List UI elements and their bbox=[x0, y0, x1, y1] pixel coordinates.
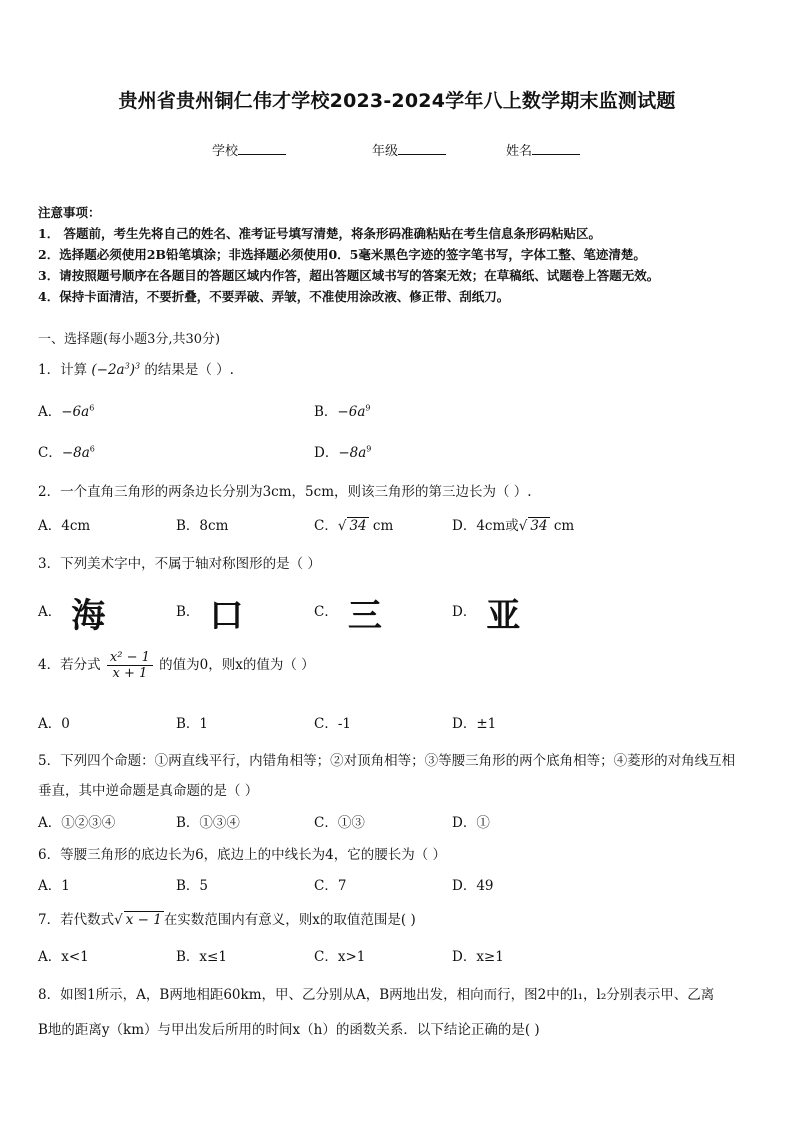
exam-title: 贵州省贵州铜仁伟才学校2023-2024学年八上数学期末监测试题 bbox=[118, 90, 676, 112]
grade-field bbox=[372, 140, 446, 159]
question-1 bbox=[38, 358, 234, 378]
question-6: 6．等腰三角形的底边长为6，底边上的中线长为4，它的腰长为（ ） bbox=[38, 847, 447, 863]
q3-option-c: C． 三 bbox=[314, 596, 382, 636]
grade-label: 年级 bbox=[372, 144, 399, 159]
q7-suffix: 在实数范围内有意义，则x的取值范围是( ) bbox=[163, 912, 416, 928]
q2-option-b: B．8cm bbox=[176, 518, 229, 534]
question-5-line2: 垂直，其中逆命题是真命题的是（ ） bbox=[38, 783, 259, 799]
q1-option-c: C．$-8a^6$ bbox=[38, 444, 95, 461]
q2-option-d: D．4cm或√ 34 cm bbox=[452, 518, 575, 534]
note-item: 3．请按照题号顺序在各题目的答题区域内作答，超出答题区域书写的答案无效；在草稿纸、试题卷上答题无效。 bbox=[38, 268, 660, 283]
school-blank bbox=[238, 142, 286, 155]
art-char-hai: 海 bbox=[71, 596, 106, 636]
q7-radicand: x − 1 bbox=[125, 912, 162, 928]
art-char-kou: 口 bbox=[209, 596, 244, 636]
note-item: 2．选择题必须使用2B铅笔填涂；非选择题必须使用0．5毫米黑色字迹的签字笔书写，字体工整、笔迹清楚。 bbox=[38, 247, 646, 262]
q1-option-d: D．$-8a^9$ bbox=[314, 444, 372, 461]
q1-option-a: A．$-6a^6$ bbox=[38, 403, 95, 420]
q6-option-c: C．7 bbox=[314, 878, 347, 894]
q4-numerator: x² − 1 bbox=[107, 650, 153, 666]
note-item: 1． 答题前，考生先将自己的姓名、准考证号填写清楚，将条形码准确粘贴在考生信息条形码粘贴区。 bbox=[38, 226, 602, 241]
q4-option-c: C．-1 bbox=[314, 716, 351, 732]
q3-option-b: B． 口 bbox=[176, 596, 244, 636]
notes-heading: 注意事项： bbox=[38, 205, 101, 220]
art-char-ya: 亚 bbox=[486, 596, 521, 636]
school-label: 学校 bbox=[212, 144, 239, 159]
q1-option-b: B．$-6a^9$ bbox=[314, 403, 371, 420]
q3-option-a: A． 海 bbox=[38, 596, 106, 636]
school-field bbox=[212, 140, 286, 159]
q5-option-b: B．①③④ bbox=[176, 815, 240, 831]
q5-option-c: C．①③ bbox=[314, 815, 365, 831]
question-8-line2: B地的距离y（km）与甲出发后所用的时间x（h）的函数关系．以下结论正确的是( ) bbox=[38, 1022, 540, 1038]
grade-blank bbox=[398, 142, 446, 155]
q2-option-a: A．4cm bbox=[38, 518, 91, 534]
name-field bbox=[506, 140, 580, 159]
q6-option-b: B．5 bbox=[176, 878, 209, 894]
q4-suffix: 的值为0，则x的值为（ ） bbox=[159, 657, 315, 673]
q7-option-b: B．x≤1 bbox=[176, 949, 227, 965]
q4-option-a: A．0 bbox=[38, 716, 70, 732]
notes-block bbox=[38, 202, 659, 307]
question-3: 3．下列美术字中，不属于轴对称图形的是（ ） bbox=[38, 556, 321, 572]
section-heading: 一、选择题(每小题3分,共30分) bbox=[38, 332, 221, 347]
q6-option-a: A．1 bbox=[38, 878, 70, 894]
art-char-san: 三 bbox=[347, 596, 382, 636]
q1-expr: $(-2a^3)^3$ bbox=[91, 361, 141, 378]
q4-option-b: B．1 bbox=[176, 716, 209, 732]
q7-option-d: D．x≥1 bbox=[452, 949, 504, 965]
q4-fraction bbox=[107, 650, 153, 681]
note-item: 4．保持卡面清洁，不要折叠，不要弄破、弄皱，不准使用涂改液、修正带、刮纸刀。 bbox=[38, 289, 510, 304]
name-label: 姓名 bbox=[506, 144, 533, 159]
q2-option-c: C．√ 34 cm bbox=[314, 518, 394, 534]
q1-suffix: 的结果是（ ）. bbox=[144, 362, 234, 378]
q7-option-c: C．x>1 bbox=[314, 949, 366, 965]
q4-option-d: D．±1 bbox=[452, 716, 497, 732]
q5-option-a: A．①②③④ bbox=[38, 815, 116, 831]
question-8-line1: 8．如图1所示，A，B两地相距60km，甲、乙分别从A，B两地出发，相向而行，图2中的l₁，l₂分别表示甲、乙离 bbox=[38, 987, 715, 1003]
q5-option-d: D．① bbox=[452, 815, 490, 831]
question-2: 2．一个直角三角形的两条边长分别为3cm，5cm，则该三角形的第三边长为（ ）. bbox=[38, 484, 532, 500]
q4-prefix: 4．若分式 bbox=[38, 657, 101, 673]
q7-prefix: 7．若代数式 bbox=[38, 912, 115, 928]
q7-option-a: A．x<1 bbox=[38, 949, 89, 965]
question-4 bbox=[38, 650, 315, 681]
name-blank bbox=[532, 142, 580, 155]
q1-prefix: 1．计算 bbox=[38, 362, 88, 378]
q4-denominator: x + 1 bbox=[112, 666, 148, 681]
question-7: 7．若代数式√ x − 1 在实数范围内有意义，则x的取值范围是( ) bbox=[38, 912, 416, 928]
q6-option-d: D．49 bbox=[452, 878, 494, 894]
q3-option-d: D． 亚 bbox=[452, 596, 521, 636]
question-5-line1: 5．下列四个命题：①两直线平行，内错角相等；②对顶角相等；③等腰三角形的两个底角相等；④菱形的对角线互相 bbox=[38, 753, 736, 769]
